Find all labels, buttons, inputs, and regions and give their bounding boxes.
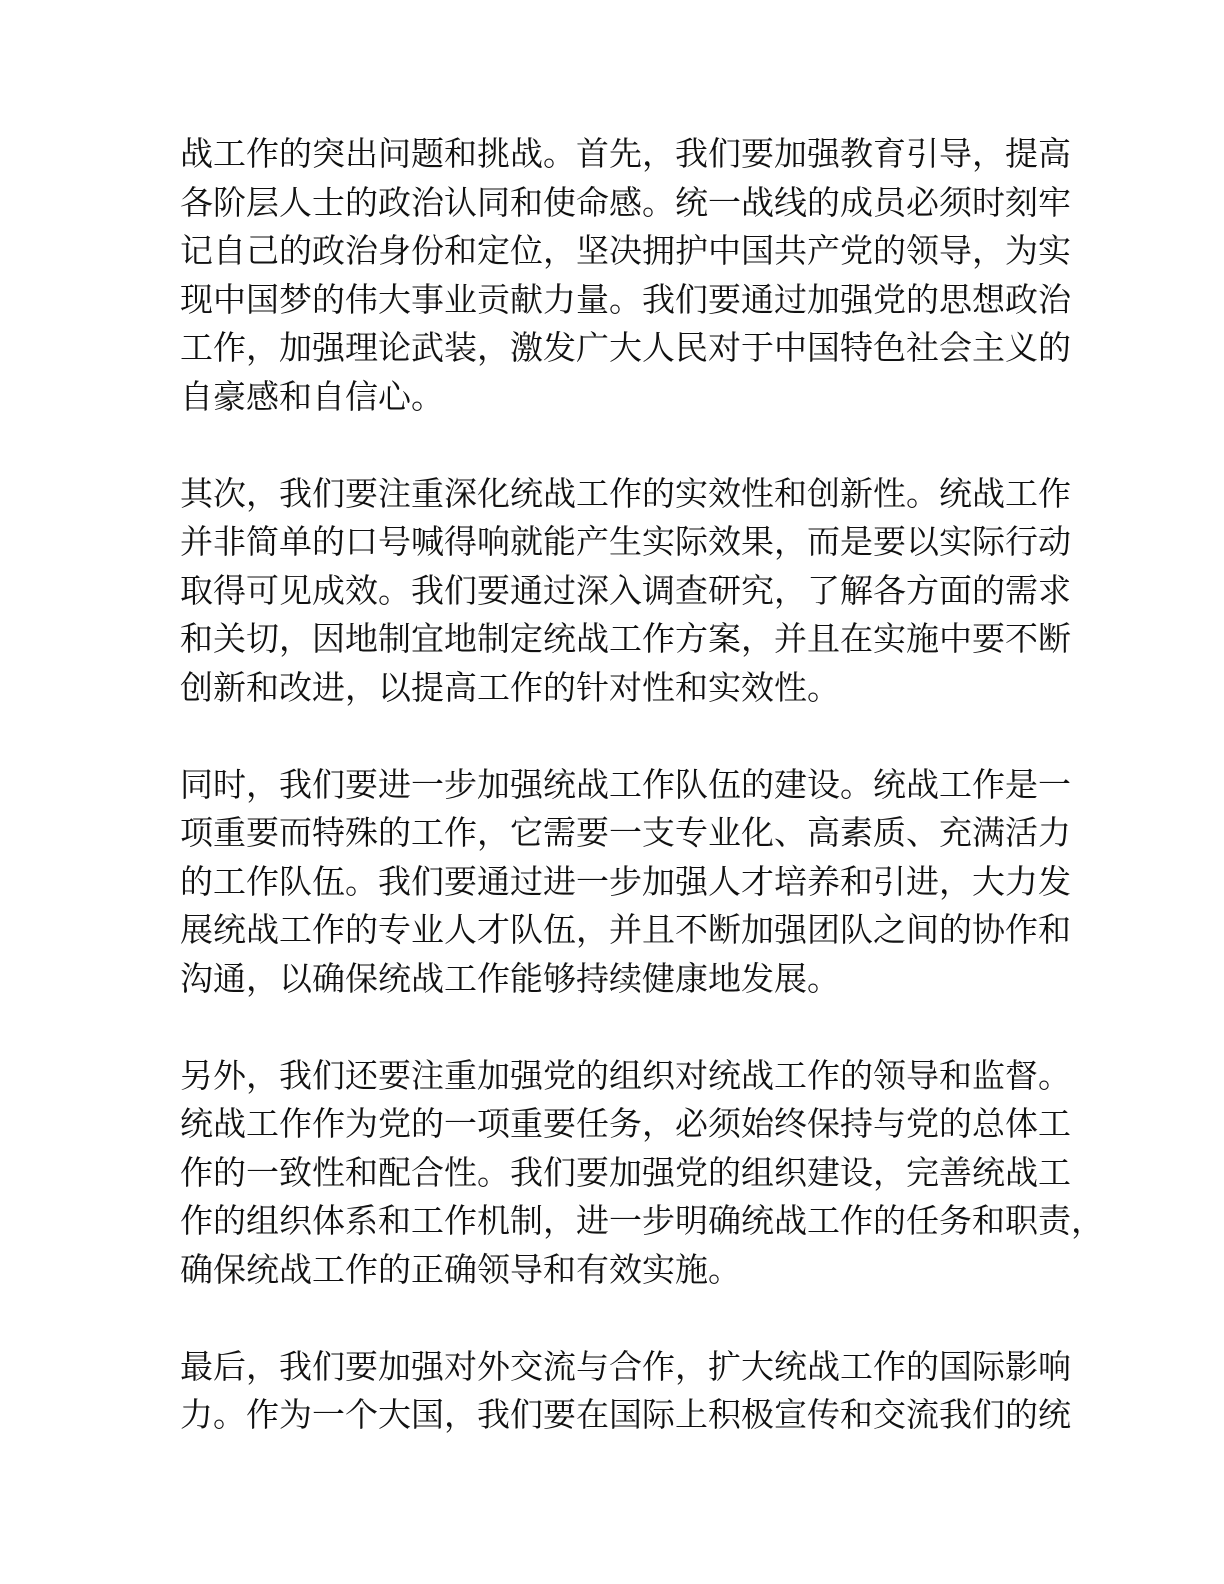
text-line: 项重要而特殊的工作，它需要一支专业化、高素质、充满活力 [180, 813, 1071, 852]
document-page [180, 130, 1104, 1440]
paragraph-gap [180, 421, 1060, 470]
text-line: 并非简单的口号喊得响就能产生实际效果，而是要以实际行动 [180, 522, 1071, 561]
text-line: 最后，我们要加强对外交流与合作，扩大统战工作的国际影响 [180, 1346, 1071, 1386]
text-line: 其次，我们要注重深化统战工作的实效性和创新性。统战工作 [180, 473, 1071, 513]
text-line: 同时，我们要进一步加强统战工作队伍的建设。统战工作是一 [180, 764, 1071, 804]
text-line: 自豪感和自信心。 [180, 376, 444, 416]
text-line: 各阶层人士的政治认同和使命感。统一战线的成员必须时刻牢 [180, 182, 1071, 222]
text-line: 战工作的突出问题和挑战。首先，我们要加强教育引导，提高 [180, 134, 1071, 173]
text-line: 创新和改进，以提高工作的针对性和实效性。 [180, 667, 840, 707]
text-line: 确保统战工作的正确领导和有效实施。 [180, 1249, 741, 1289]
text-line: 取得可见成效。我们要通过深入调查研究，了解各方面的需求 [180, 570, 1071, 610]
text-line: 和关切，因地制宜地制定统战工作方案，并且在实施中要不断 [180, 619, 1071, 658]
text-line: 另外，我们还要注重加强党的组织对统战工作的领导和监督。 [180, 1055, 1071, 1095]
text-line: 作的组织体系和工作机制，进一步明确统战工作的任务和职责， [180, 1201, 1104, 1240]
text-line: 现中国梦的伟大事业贡献力量。我们要通过加强党的思想政治 [180, 279, 1071, 319]
text-line: 统战工作作为党的一项重要任务，必须始终保持与党的总体工 [180, 1104, 1071, 1143]
paragraph-2 [180, 470, 1071, 713]
text-line: 力。作为一个大国，我们要在国际上积极宣传和交流我们的统 [180, 1395, 1071, 1434]
text-line: 的工作队伍。我们要通过进一步加强人才培养和引进，大力发 [180, 861, 1071, 901]
paragraph-4 [180, 1052, 1104, 1295]
paragraph-gap [180, 1294, 1060, 1343]
paragraph-1 [180, 130, 1071, 421]
text-line: 展统战工作的专业人才队伍，并且不断加强团队之间的协作和 [180, 910, 1071, 949]
paragraph-3 [180, 761, 1071, 1004]
text-line: 记自己的政治身份和定位，坚决拥护中国共产党的领导，为实 [180, 231, 1071, 270]
text-line: 作的一致性和配合性。我们要加强党的组织建设，完善统战工 [180, 1152, 1071, 1192]
paragraph-gap [180, 712, 1060, 761]
paragraph-5 [180, 1343, 1071, 1440]
text-line: 沟通，以确保统战工作能够持续健康地发展。 [180, 958, 840, 998]
text-line: 工作，加强理论武装，激发广大人民对于中国特色社会主义的 [180, 328, 1071, 367]
paragraph-gap [180, 1003, 1060, 1052]
